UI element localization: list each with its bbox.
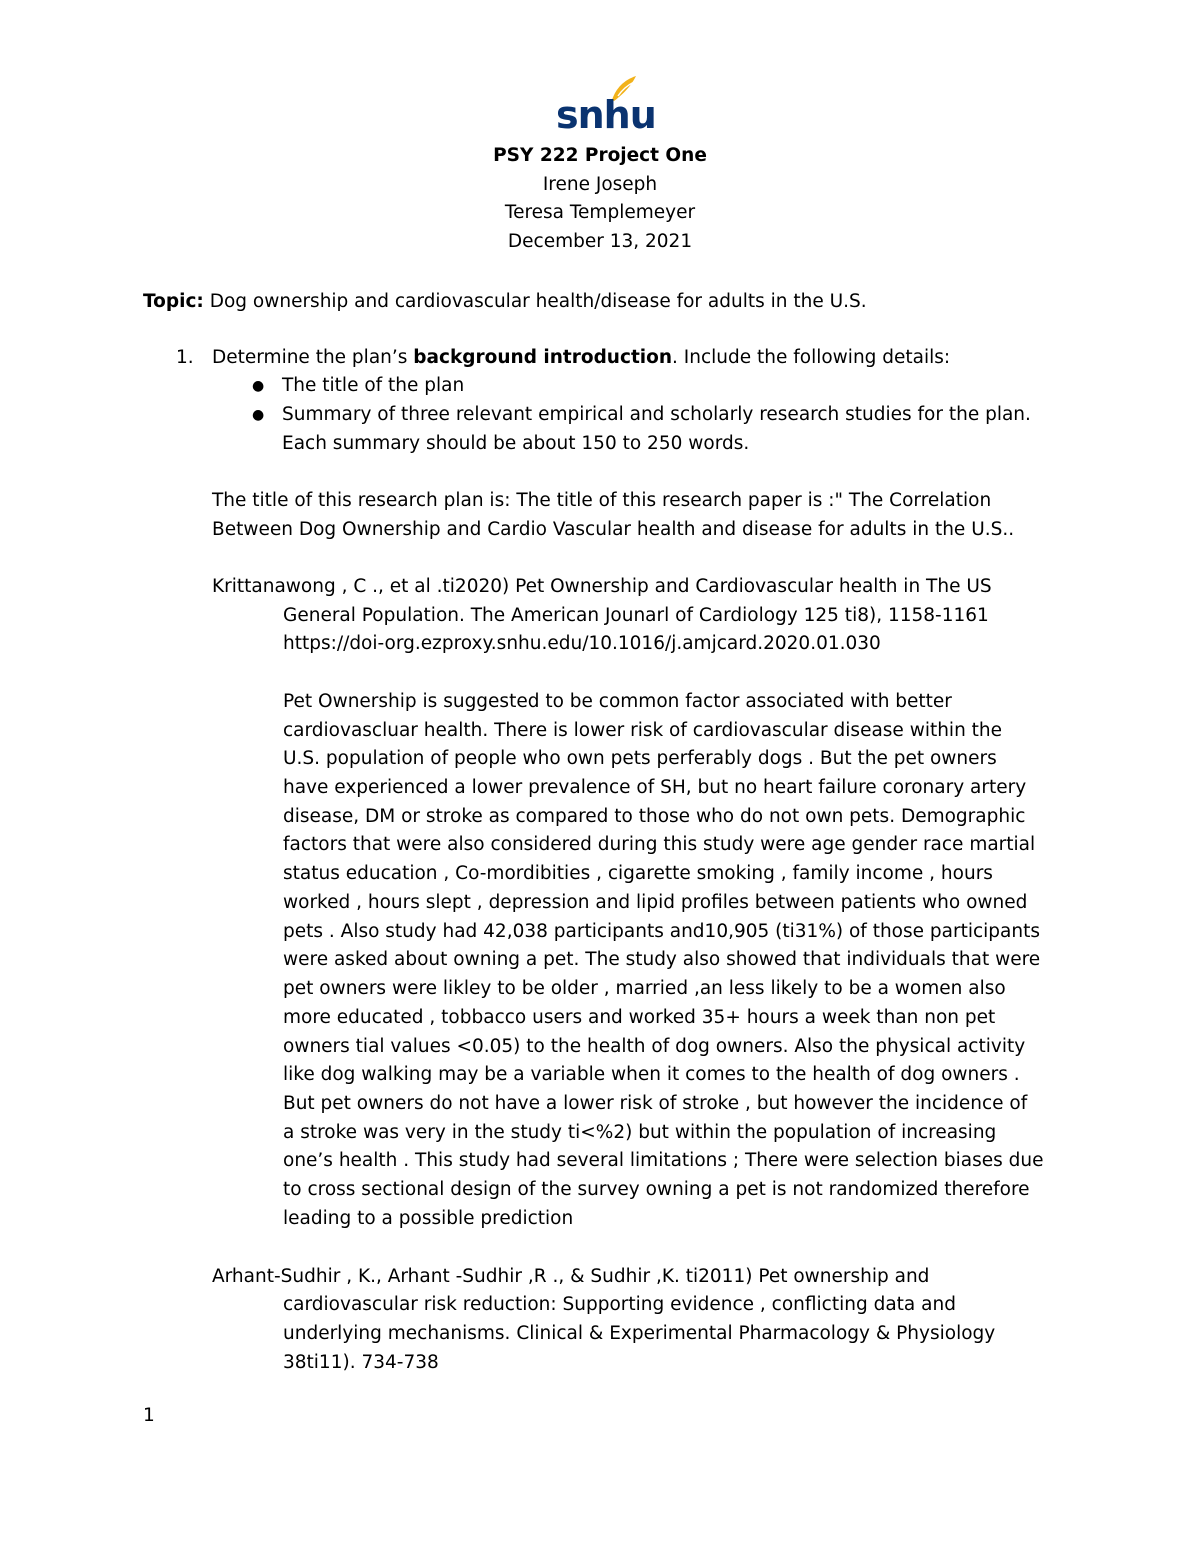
plan-title-line: The title of this research plan is: The title of this research paper is :" The Correlation (212, 490, 992, 511)
question-bold: background introduction (413, 347, 673, 368)
summary-line: But pet owners do not have a lower risk of stroke , but however the incidence of (283, 1093, 1028, 1114)
bullet-item: The title of the plan (282, 375, 465, 396)
reference-line: 38ti11). 734-738 (283, 1352, 439, 1373)
topic-line (143, 288, 867, 316)
question-post: . Include the following details: (672, 347, 951, 368)
summary-line: to cross sectional design of the survey owning a pet is not randomized therefore (283, 1179, 1030, 1200)
summary-line: Pet Ownership is suggested to be common factor associated with better (283, 691, 952, 712)
plan-title-line: Between Dog Ownership and Cardio Vascular health and disease for adults in the U.S.. (212, 519, 1015, 540)
summary-line: factors that were also considered during this study were age gender race martial (283, 834, 1036, 855)
author-name: Irene Joseph (542, 174, 658, 195)
bullet-item: Summary of three relevant empirical and scholarly research studies for the plan. (282, 404, 1031, 425)
summary-line: have experienced a lower prevalence of SH, but no heart failure coronary artery (283, 777, 1027, 798)
summary-line: disease, DM or stroke as compared to those who do not own pets. Demographic (283, 806, 1026, 827)
summary-line: more educated , tobbacco users and worked 35+ hours a week than non pet (283, 1007, 996, 1028)
bullet-item-continuation: Each summary should be about 150 to 250 words. (282, 433, 750, 454)
summary-line: were asked about owning a pet. The study also showed that individuals that were (283, 949, 1041, 970)
summary-line: a stroke was very in the study ti<%2) but within the population of increasing (283, 1122, 997, 1143)
summary-line: U.S. population of people who own pets perferably dogs . But the pet owners (283, 748, 997, 769)
summary-line: status education , Co-mordibities , cigarette smoking , family income , hours (283, 863, 993, 884)
summary-line: like dog walking may be a variable when it comes to the health of dog owners . (283, 1064, 1020, 1085)
bullet-icon: ● (252, 378, 265, 394)
reference-line: underlying mechanisms. Clinical & Experimental Pharmacology & Physiology (283, 1323, 996, 1344)
reference-line: Krittanawong , C ., et al .ti2020) Pet Ownership and Cardiovascular health in The US (212, 576, 992, 597)
summary-line: one’s health . This study had several limitations ; There were selection biases due (283, 1150, 1044, 1171)
snhu-logo (556, 74, 656, 137)
summary-line: leading to a possible prediction (283, 1208, 574, 1229)
list-number: 1. (176, 347, 194, 368)
page-number: 1 (143, 1405, 155, 1426)
summary-line: worked , hours slept , depression and lipid profiles between patients who owned (283, 892, 1028, 913)
summary-line: pet owners were likley to be older , married ,an less likely to be a women also (283, 978, 1006, 999)
question-text (212, 344, 950, 372)
summary-line: cardiovascluar health. There is lower risk of cardiovascular disease within the (283, 720, 1003, 741)
topic-label: Topic: (143, 291, 204, 312)
instructor-name: Teresa Templemeyer (504, 202, 696, 223)
reference-link: https://doi-org.ezproxy.snhu.edu/10.1016/j.amjcard.2020.01.030 (283, 633, 881, 654)
question-pre: Determine the plan’s (212, 347, 414, 368)
document-date: December 13, 2021 (507, 231, 693, 252)
document-title: PSY 222 Project One (493, 145, 707, 166)
logo-wordmark: snhu (556, 93, 656, 137)
topic-text: Dog ownership and cardiovascular health/disease for adults in the U.S. (203, 291, 867, 312)
summary-line: owners tial values <0.05) to the health of dog owners. Also the physical activity (283, 1036, 1026, 1057)
reference-line: cardiovascular risk reduction: Supporting evidence , conflicting data and (283, 1294, 956, 1315)
reference-line: General Population. The American Jounarl of Cardiology 125 ti8), 1158-1161 (283, 605, 989, 626)
bullet-icon: ● (252, 407, 265, 423)
reference-line: Arhant-Sudhir , K., Arhant -Sudhir ,R ., & Sudhir ,K. ti2011) Pet ownership and (212, 1266, 930, 1287)
summary-line: pets . Also study had 42,038 participants and10,905 (ti31%) of those participants (283, 921, 1040, 942)
